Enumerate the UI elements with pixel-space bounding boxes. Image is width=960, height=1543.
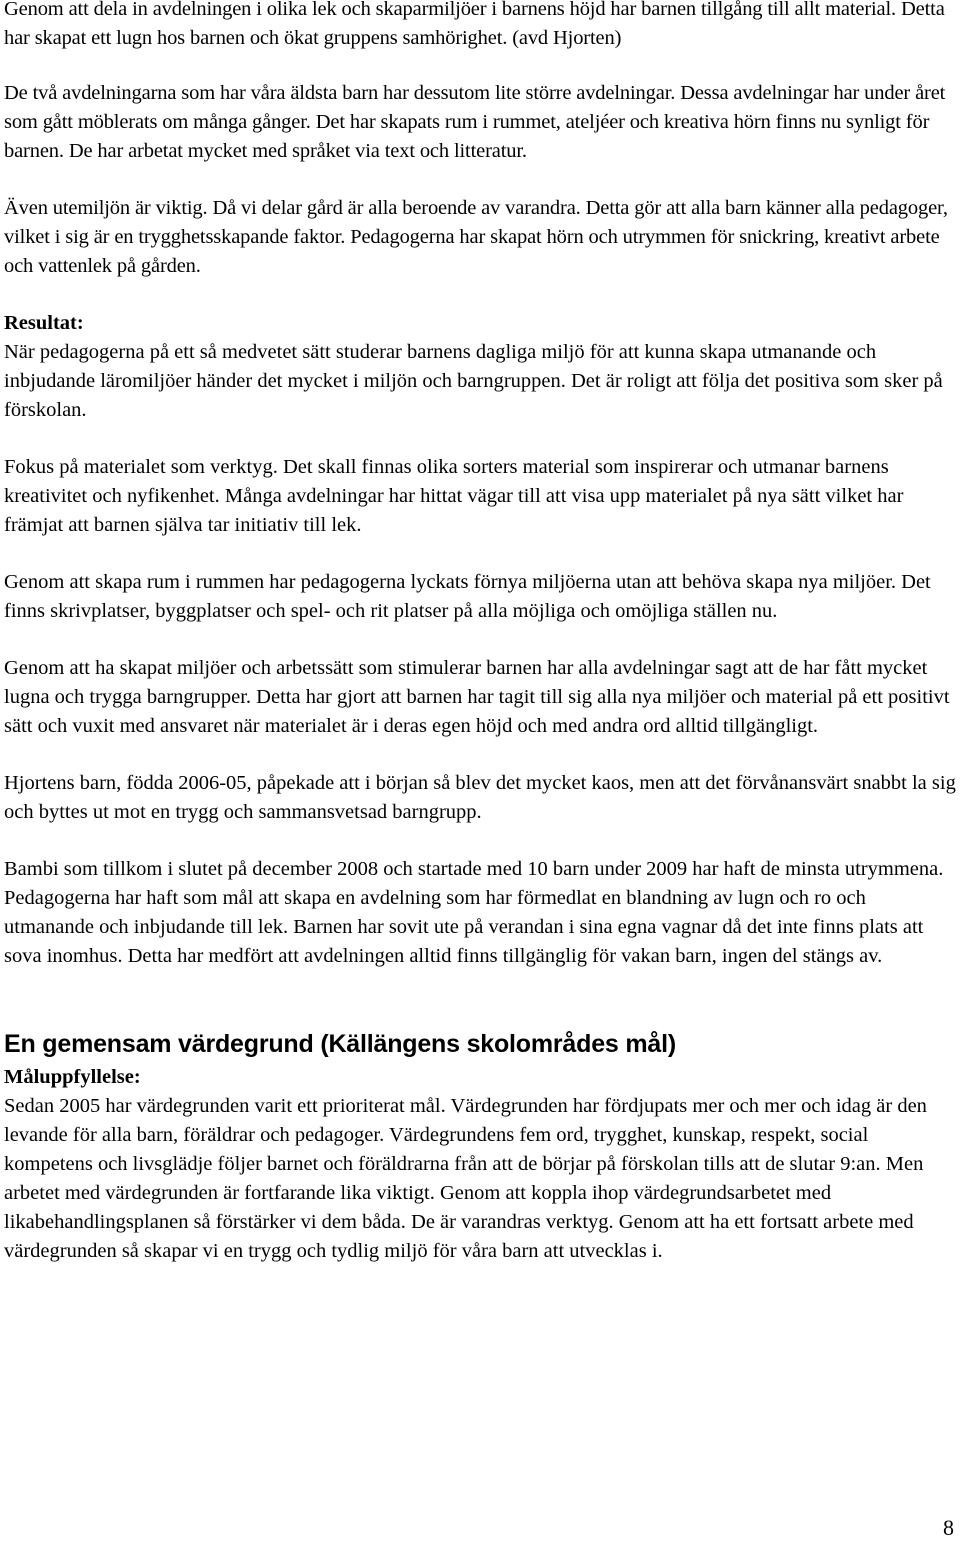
paragraph-outdoor-b: Detta gör att alla barn känner alla pedagoger, vilket i sig är en trygghetsskapande faktor. [4, 197, 948, 248]
paragraph-outdoor-a: Även utemiljön är viktig. Då vi delar gård är alla beroende av varandra. [4, 197, 581, 219]
paragraph-hjorten: Hjortens barn, födda 2006-05, påpekade att i början så blev det mycket kaos, men att det förvånansvärt snabbt la sig och byttes ut mot en trygg och sammansvetsad barngrupp. [4, 772, 956, 823]
paragraph-older-groups-a: De två avdelningarna som har våra äldsta barn har dessutom lite större avdelningar. Dessa avdelningar har under året som gått möblerats om många gånger. [4, 82, 946, 133]
paragraph-outdoor-environment [4, 194, 956, 281]
paragraph-calm-groups: Genom att ha skapat miljöer och arbetssätt som stimulerar barnen har alla avdelningar sagt att de har fått mycket lugna och trygga barngrupper. Detta har gjort att barnen har tagit till sig alla nya miljöer och material på ett positivt sätt och vuxit med ansvaret när materialet är i deras egen höjd och med andra ord alltid tillgängligt. [4, 657, 950, 737]
document-page [4, 0, 956, 1266]
page-number: 8 [943, 1515, 954, 1540]
maluppfyllelse-label: Måluppfyllelse: [4, 1066, 141, 1088]
paragraph-resultat: När pedagogerna på ett så medvetet sätt studerar barnens dagliga miljö för att kunna skapa utmanande och inbjudande läromiljöer händer det mycket i miljön och barngruppen. Det är roligt att följa det positiva som sker på förskolan. [4, 341, 943, 421]
paragraph-environment-intro: Genom att dela in avdelningen i olika lek och skaparmiljöer i barnens höjd har barnen tillgång till allt material. Detta har skapat ett lugn hos barnen och ökat gruppens samhörighet. (avd Hjorten) [4, 0, 945, 49]
section-heading: En gemensam värdegrund (Källängens skolområdes mål) [4, 1030, 676, 1058]
paragraph-older-groups [4, 79, 956, 166]
paragraph-vardegrund: Sedan 2005 har värdegrunden varit ett prioriterat mål. Värdegrunden har fördjupats mer och mer och idag är den levande för alla barn, föräldrar och pedagoger. Värdegrundens fem ord, trygghet, kunskap, respekt, social kompetens och livsglädje följer barnet och föräldrarna från att de börjar på förskolan tills att de slutar 9:an. Men arbetet med värdegrunden är fortfarande lika viktigt. Genom att koppla ihop värdegrundsarbetet med likabehandlingsplanen så förstärker vi dem båda. De är varandras verktyg. Genom att ha ett fortsatt arbete med värdegrunden så skapar vi en trygg och tydlig miljö för våra barn att utvecklas i. [4, 1095, 927, 1262]
paragraph-older-groups-b: Det har skapats rum i rummet, ateljéer och kreativa hörn finns nu synligt för barnen. De har arbetat mycket med språket via text och litteratur. [4, 111, 930, 162]
paragraph-material-focus: Fokus på materialet som verktyg. Det skall finnas olika sorters material som inspirerar och utmanar barnens kreativitet och nyfikenhet. Många avdelningar har hittat vägar till att visa upp materialet på nya sätt vilket har främjat att barnen själva tar initiativ till lek. [4, 456, 904, 536]
paragraph-rooms-in-rooms: Genom att skapa rum i rummen har pedagogerna lyckats förnya miljöerna utan att behöva skapa nya miljöer. Det finns skrivplatser, byggplatser och spel- och rit platser på alla möjliga och omöjliga ställen nu. [4, 571, 931, 622]
resultat-label: Resultat: [4, 312, 84, 334]
paragraph-bambi: Bambi som tillkom i slutet på december 2008 och startade med 10 barn under 2009 har haft de minsta utrymmena. Pedagogerna har haft som mål att skapa en avdelning som har förmedlat en blandning av lugn och ro och utmanande och inbjudande till lek. Barnen har sovit ute på verandan i sina egna vagnar då det inte finns plats att sova inomhus. Detta har medfört att avdelningen alltid finns tillgänglig för vakan barn, ingen del stängs av. [4, 858, 944, 967]
paragraph-outdoor-c: Pedagogerna har skapat hörn och utrymmen för snickring, kreativt arbete och vattenlek på gården. [4, 226, 940, 277]
